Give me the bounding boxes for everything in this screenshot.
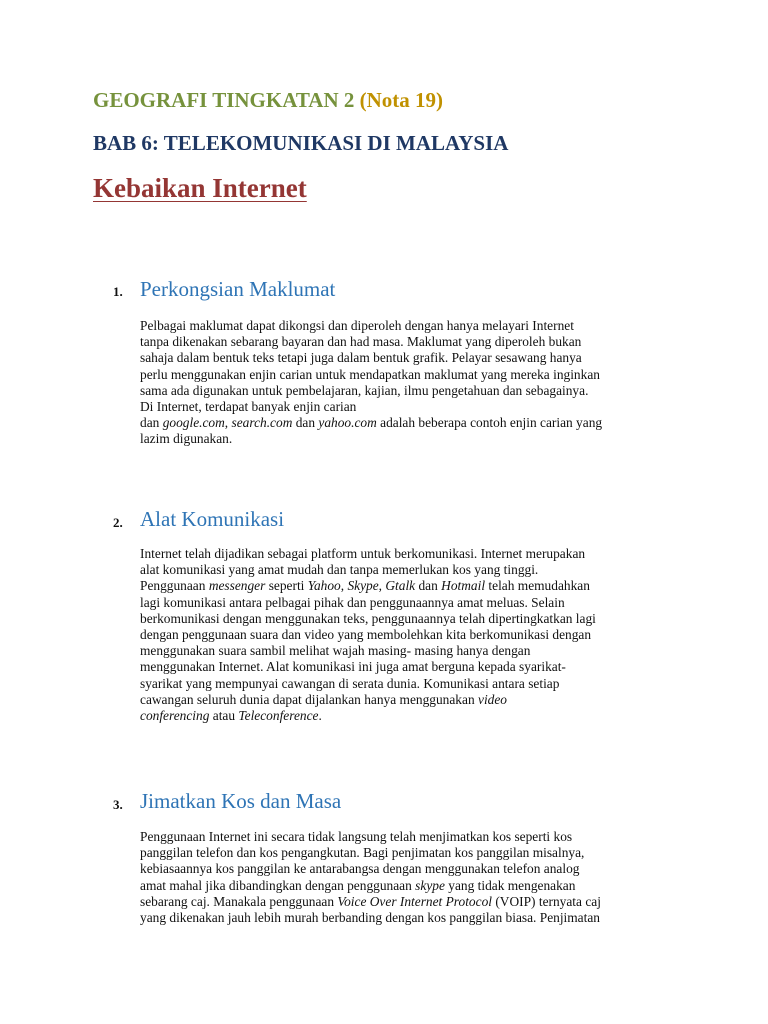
line-text: yang tidak mengenakan <box>444 877 576 893</box>
section-2-paragraph <box>140 546 685 724</box>
paragraph-line <box>140 415 685 431</box>
line-text: , <box>224 415 232 431</box>
line-text: lazim digunakan. <box>140 431 233 447</box>
topic-heading: Kebaikan Internet <box>93 173 307 203</box>
italic-term: Voice Over Internet Protocol <box>337 893 492 909</box>
italic-term: skype <box>415 877 445 893</box>
italic-term: Gtalk <box>385 578 416 594</box>
line-text: Penggunaan <box>140 578 209 594</box>
italic-term: Yahoo <box>307 578 341 594</box>
chapter-heading: BAB 6: TELEKOMUNIKASI DI MALAYSIA <box>93 131 509 155</box>
section-2-title: Alat Komunikasi <box>140 507 285 531</box>
paragraph-line <box>140 659 685 675</box>
paragraph-line <box>140 367 685 383</box>
line-text: Penggunaan Internet ini secara tidak langsung telah menjimatkan kos seperti kos <box>140 829 573 844</box>
paragraph-line <box>140 350 685 366</box>
line-text: sebarang caj. Manakala penggunaan <box>140 893 338 909</box>
line-text: kebiasaannya kos panggilan ke antarabangsa dengan menggunakan telefon analog <box>140 861 580 877</box>
paragraph-line <box>140 861 685 877</box>
paragraph-line <box>140 627 685 643</box>
line-text: (VOIP) ternyata caj <box>491 893 601 909</box>
line-text: atau <box>209 708 239 724</box>
paragraph-line <box>140 878 685 894</box>
paragraph-line <box>140 399 685 415</box>
paragraph-line <box>140 910 685 926</box>
paragraph-line <box>140 643 685 659</box>
paragraph-line <box>140 383 685 399</box>
italic-term: messenger <box>208 578 266 594</box>
italic-term: Skype <box>347 578 379 594</box>
line-text: adalah beberapa contoh enjin carian yang <box>376 415 603 431</box>
line-text: Internet telah dijadikan sebagai platform untuk berkomunikasi. Internet merupakan <box>140 546 586 561</box>
line-text: yang dikenakan jauh lebih murah berbanding dengan kos panggilan biasa. Penjimatan <box>140 910 600 926</box>
line-text: lagi komunikasi antara pelbagai pihak dan penggunaannya amat meluas. Selain <box>140 594 565 610</box>
paragraph-line <box>140 334 685 350</box>
paragraph-line <box>140 318 685 334</box>
line-text: Di Internet, terdapat banyak enjin carian <box>140 399 357 415</box>
paragraph-line <box>140 431 685 447</box>
line-text: telah memudahkan <box>485 578 590 594</box>
section-3-title: Jimatkan Kos dan Masa <box>140 789 342 813</box>
line-text: alat komunikasi yang amat mudah dan tanpa memerlukan kos yang tinggi. <box>140 562 539 578</box>
line-text: sama ada digunakan untuk pembelajaran, kajian, ilmu pengetahuan dan sebagainya. <box>140 382 589 398</box>
line-text: panggilan telefon dan kos pengangkutan. Bagi penjimatan kos panggilan misalnya, <box>140 845 585 861</box>
paragraph-line <box>140 845 685 861</box>
line-text: dan <box>292 415 319 431</box>
italic-term: google.com <box>162 415 225 431</box>
paragraph-line <box>140 692 685 708</box>
line-text: Pelbagai maklumat dapat dikongsi dan diperoleh dengan hanya melayari Internet <box>140 318 574 333</box>
line-text: syarikat yang mempunyai cawangan di serata dunia. Komunikasi antara setiap <box>140 675 560 691</box>
paragraph-line <box>140 708 685 724</box>
italic-term: conferencing <box>140 708 210 724</box>
line-text: berkomunikasi dengan menggunakan teks, penggunaannya telah dipertingkatkan lagi <box>140 610 596 626</box>
section-3-paragraph <box>140 829 685 926</box>
paragraph-line <box>140 578 685 594</box>
section-3-number: 3. <box>113 797 123 812</box>
line-text: menggunakan Internet. Alat komunikasi ini juga amat berguna kepada syarikat- <box>140 659 566 675</box>
section-1-number: 1. <box>113 284 123 299</box>
line-text: . <box>318 708 322 724</box>
line-text: perlu menggunakan enjin carian untuk mendapatkan maklumat yang mereka inginkan <box>140 366 600 382</box>
line-text: amat mahal jika dibandingkan dengan penggunaan <box>140 877 416 893</box>
note-label: (Nota 19) <box>359 88 444 112</box>
line-text: , <box>378 578 386 594</box>
line-text: , <box>340 578 348 594</box>
paragraph-line <box>140 546 685 562</box>
italic-term: search.com <box>231 415 293 431</box>
line-text: dengan penggunaan suara dan video yang membolehkan kita berkomunikasi dengan <box>140 627 592 643</box>
line-text: cawangan seluruh dunia dapat dijalankan hanya menggunakan <box>140 691 478 707</box>
paragraph-line <box>140 894 685 910</box>
paragraph-line <box>140 595 685 611</box>
paragraph-line <box>140 562 685 578</box>
section-1-paragraph <box>140 318 685 448</box>
italic-term: Teleconference <box>238 708 319 724</box>
section-1-title: Perkongsian Maklumat <box>140 277 336 301</box>
line-text: dan <box>415 578 442 594</box>
paragraph-line <box>140 611 685 627</box>
subject-heading <box>93 88 443 113</box>
italic-term: Hotmail <box>441 578 486 594</box>
paragraph-line <box>140 676 685 692</box>
subject-title: GEOGRAFI TINGKATAN 2 <box>93 88 355 112</box>
italic-term: video <box>478 691 507 707</box>
paragraph-line <box>140 829 685 845</box>
line-text: seperti <box>265 578 308 594</box>
line-text: menggunakan suara sambil melihat wajah masing- masing hanya dengan <box>140 643 531 659</box>
italic-term: yahoo.com <box>318 415 377 431</box>
line-text: tanpa dikenakan sebarang bayaran dan had masa. Maklumat yang diperoleh bukan <box>140 334 582 350</box>
line-text: sahaja dalam bentuk teks tetapi juga dalam bentuk grafik. Pelayar sesawang hanya <box>140 350 582 366</box>
section-2-number: 2. <box>113 515 123 530</box>
line-text: dan <box>140 415 163 431</box>
